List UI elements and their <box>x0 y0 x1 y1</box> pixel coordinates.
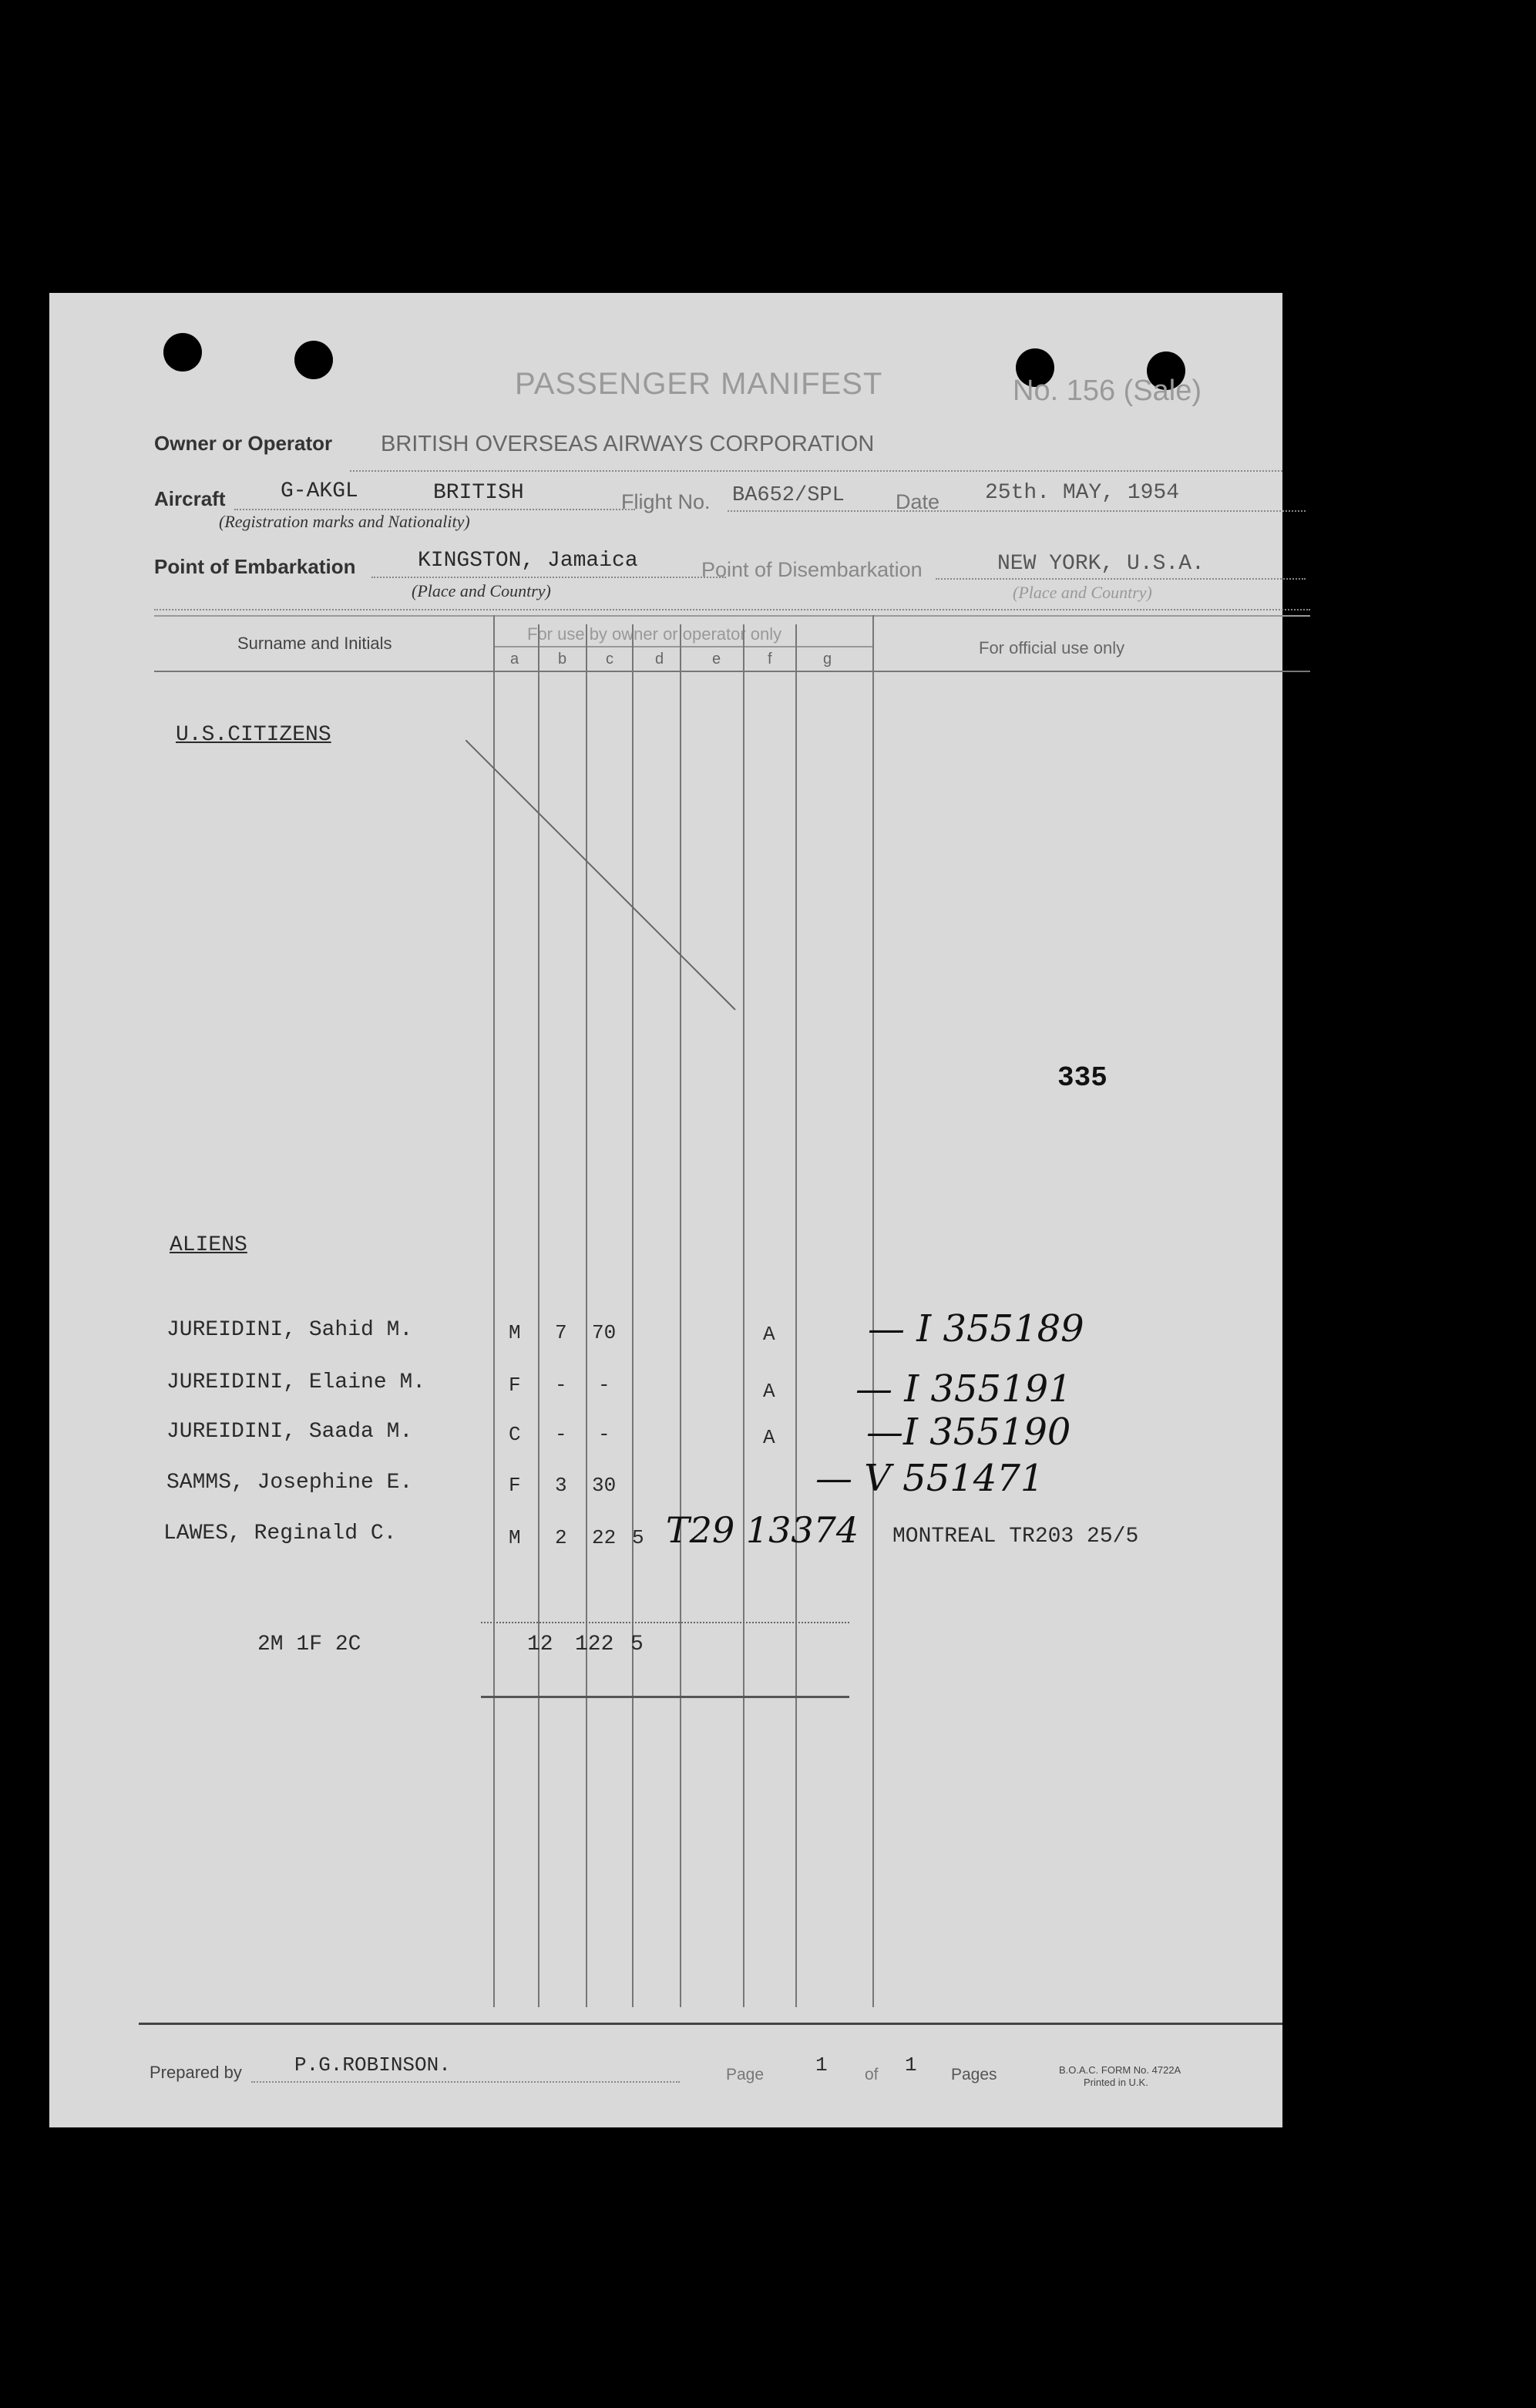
totals-b: 12 <box>527 1633 553 1656</box>
of-label: of <box>865 2066 879 2083</box>
col-letter-f: f <box>768 651 772 668</box>
stamp-number: 335 <box>1057 1062 1107 1094</box>
col-letter-e: e <box>712 651 721 668</box>
cell-b: - <box>555 1374 567 1397</box>
aircraft-registration: G-AKGL <box>281 479 358 503</box>
strike-through-line <box>466 740 758 1033</box>
aircraft-nationality: BRITISH <box>433 481 524 505</box>
cell-b: 7 <box>555 1321 567 1344</box>
disembarkation-note: (Place and Country) <box>1013 583 1152 602</box>
owner-label: Owner or Operator <box>154 432 333 455</box>
embarkation-note: (Place and Country) <box>412 581 551 600</box>
form-number: No. 156 (Sale) <box>1013 375 1202 407</box>
embarkation-label: Point of Embarkation <box>154 555 356 578</box>
routing-note: MONTREAL TR203 25/5 <box>892 1525 1139 1549</box>
passenger-name: JUREIDINI, Elaine M. <box>166 1370 426 1394</box>
date-value: 25th. MAY, 1954 <box>985 481 1180 505</box>
handwritten-document-number: — I 355189 <box>868 1307 1084 1350</box>
flight-number: BA652/SPL <box>732 484 845 507</box>
cell-a: M <box>509 1526 521 1549</box>
cell-d: 5 <box>632 1526 644 1549</box>
cell-c: - <box>598 1423 610 1446</box>
aircraft-label: Aircraft <box>154 487 226 510</box>
cell-f: A <box>763 1380 775 1403</box>
page-number: 1 <box>815 2053 828 2077</box>
col-letter-c: c <box>606 651 613 668</box>
totals-d: 5 <box>630 1633 644 1656</box>
cell-c: 22 <box>592 1526 617 1549</box>
cell-b: 2 <box>555 1526 567 1549</box>
disembarkation-label: Point of Disembarkation <box>701 558 923 581</box>
surname-header: Surname and Initials <box>237 634 392 653</box>
flight-label: Flight No. <box>621 490 711 513</box>
cell-a: M <box>509 1321 521 1344</box>
cell-c: - <box>598 1374 610 1397</box>
prepared-by-label: Prepared by <box>150 2063 242 2082</box>
embarkation-value: KINGSTON, Jamaica <box>418 549 638 573</box>
passenger-name: JUREIDINI, Saada M. <box>166 1420 413 1444</box>
cell-b: - <box>555 1423 567 1446</box>
cell-a: F <box>509 1374 521 1397</box>
owner-value: BRITISH OVERSEAS AIRWAYS CORPORATION <box>381 432 875 456</box>
us-citizens-header: U.S.CITIZENS <box>176 723 331 747</box>
passenger-name: LAWES, Reginald C. <box>163 1522 397 1545</box>
cell-c: 70 <box>592 1321 617 1344</box>
col-letter-a: a <box>510 651 519 668</box>
disembarkation-value: NEW YORK, U.S.A. <box>997 552 1205 576</box>
punch-hole <box>294 341 333 379</box>
cell-f: A <box>763 1426 775 1449</box>
handwritten-document-number: — V 551471 <box>815 1457 1044 1500</box>
handwritten-document-number: T29 13374 <box>666 1509 859 1551</box>
handwritten-document-number: —I 355190 <box>866 1411 1071 1454</box>
form-title: PASSENGER MANIFEST <box>515 367 883 401</box>
manifest-sheet <box>49 293 1282 2127</box>
aircraft-note: (Registration marks and Nationality) <box>219 512 470 531</box>
page-label: Page <box>726 2066 765 2083</box>
handwritten-document-number: — I 355191 <box>855 1367 1072 1411</box>
official-use-header: For official use only <box>979 638 1125 657</box>
date-label: Date <box>896 490 940 513</box>
printed-in: Printed in U.K. <box>1084 2077 1148 2088</box>
totals-c: 122 <box>575 1633 614 1656</box>
cell-a: C <box>509 1423 521 1446</box>
cell-a: F <box>509 1474 521 1497</box>
col-letter-g: g <box>823 651 832 668</box>
prepared-by-value: P.G.ROBINSON. <box>294 2053 451 2077</box>
cell-b: 3 <box>555 1474 567 1497</box>
aliens-header: ALIENS <box>170 1233 247 1257</box>
total-pages: 1 <box>905 2053 917 2077</box>
passenger-name: SAMMS, Josephine E. <box>166 1471 413 1495</box>
form-code: B.O.A.C. FORM No. 4722A <box>1059 2064 1181 2076</box>
totals-label: 2M 1F 2C <box>257 1633 361 1656</box>
cell-f: A <box>763 1323 775 1346</box>
cell-c: 30 <box>592 1474 617 1497</box>
punch-hole <box>163 333 202 372</box>
col-letter-d: d <box>655 651 664 668</box>
passenger-name: JUREIDINI, Sahid M. <box>166 1318 413 1342</box>
pages-label: Pages <box>951 2066 997 2083</box>
operator-use-header: For use by owner or operator only <box>527 624 782 644</box>
col-letter-b: b <box>558 651 567 668</box>
